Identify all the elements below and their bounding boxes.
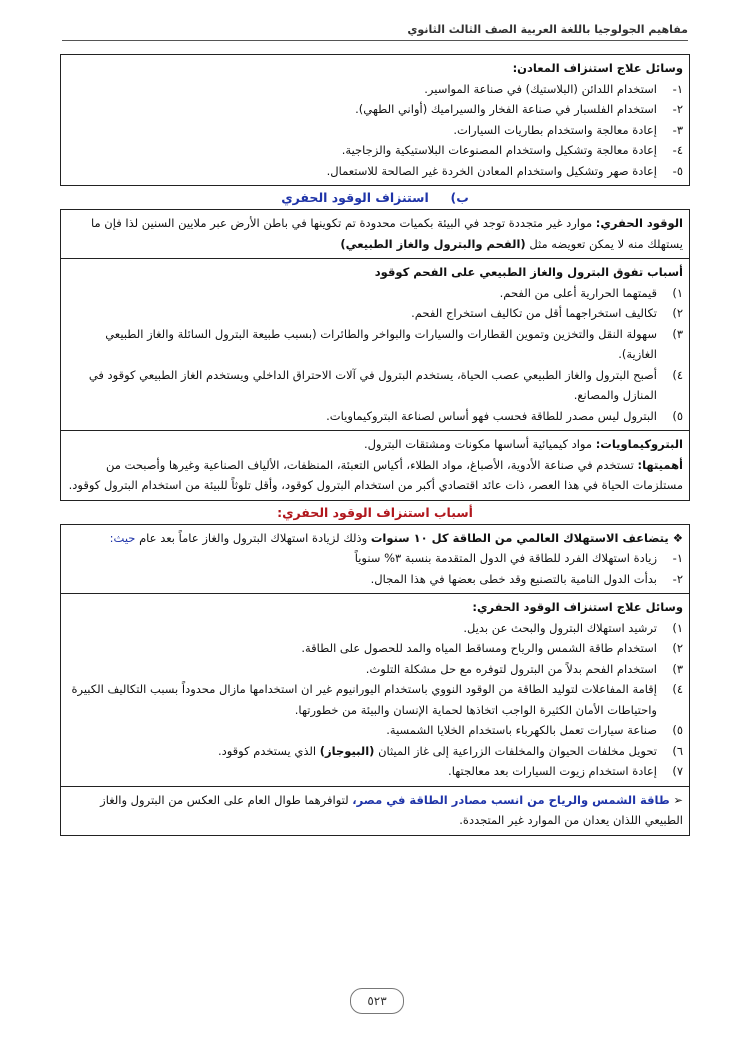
list-item: ٧) إعادة استخدام زيوت السيارات بعد معالجتها. (448, 764, 683, 778)
petrochem-definition: مواد كيميائية أساسها مكونات ومشتقات البترول. (364, 437, 593, 451)
diamond-bullet-icon: ❖ (672, 530, 683, 545)
petrochem-importance-term: أهميتها: (637, 457, 683, 472)
list-item: ١) ترشيد استهلاك البترول والبحث عن بديل. (463, 620, 683, 635)
header-title: مفاهيم الجولوجيا باللغة العربية الصف الثالث الثانوي (407, 23, 688, 36)
list-item: ٣) استخدام الفحم بدلاً من البترول لتوفره مع حل مشكلة التلوث. (365, 661, 683, 676)
depletion-causes-heading: أسباب استنزاف الوقود الحفري: (277, 504, 473, 520)
list-item: ٥) البترول ليس مصدر للطاقة فحسب فهو أساس لصناعة البتروكيماويات. (326, 408, 683, 423)
list-item: ١) قيمتهما الحرارية أعلى من الفحم. (499, 285, 683, 300)
petrochem-importance: تستخدم في صناعة الأدوية، الأصباغ، مواد الطلاء، أكياس التعبئة، المنظفات، الألياف الصناعية وغيرها وأصبحت من مستلزمات الحياة في هذا العصر، ذات عائد اقتصادي أكبر من استخدام البترول كوقود، وأقل تلوثاً للبيئة من استخدام البترول كوقود. (68, 457, 683, 492)
note-highlight: طاقة الشمس والرياح من انسب مصادر الطاقة في مصر، (352, 792, 670, 807)
superiority-title: أسباب تفوق البترول والغاز الطبيعي على الفحم كوقود (374, 265, 683, 279)
list-item: ٦) تحويل مخلفات الحيوان والمخلفات الزراعية إلى غاز الميثان (البيوجاز) الذي يستخدم كوقود. (217, 743, 683, 758)
section-b-heading (60, 186, 690, 209)
note-text: لتوافرهما طوال العام على العكس من البترول والغاز الطبيعي اللذان يعدان من الموارد غير المتجددة. (100, 792, 683, 827)
list-item: ٥- إعادة صهر وتشكيل واستخدام المعادن الخردة غير الصالحة للاستعمال. (326, 163, 683, 178)
page-header (62, 18, 688, 41)
list-item: ٣- إعادة معالجة واستخدام بطاريات السيارات. (453, 122, 683, 137)
fossil-definition: موارد غير متجددة توجد في البيئة بكميات محدودة تم تكوينها في باطن الأرض عبر ملايين السنين لذا فإن ما يستهلك منه لا يمكن تعويضه مثل (90, 216, 683, 251)
petrochemicals-box (60, 431, 690, 501)
fossil-definition-box (60, 209, 690, 259)
minerals-remedies-box (60, 54, 690, 186)
superiority-box (60, 259, 690, 431)
list-item: ٢) استخدام طاقة الشمس والرياح ومساقط المياه والمد للحصول على الطاقة. (301, 641, 683, 655)
list-item: ٤) إقامة المفاعلات لتوليد الطاقة من الوقود النووي باستخدام اليورانيوم غير ان استخدامها مازال محدوداً بسبب التكاليف الكبيرة واحتياطات الأمان الكثيرة الواجب اتخاذها لحماية الإنسان والبيئة من خطورتها. (71, 682, 683, 717)
section-b-letter: ب) (450, 190, 469, 205)
depletion-lead-where: حيث: (109, 530, 136, 545)
list-item: ٢) تكاليف استخراجهما أقل من تكاليف استخراج الفحم. (411, 306, 683, 320)
list-item: ١- استخدام اللدائن (البلاستيك) في صناعة المواسير. (424, 81, 683, 96)
list-item: ١- زيادة استهلاك الفرد للطاقة في الدول المتقدمة بنسبة ٣% سنوياً (354, 551, 683, 565)
depletion-causes-box (60, 524, 690, 595)
page-number: ٥٢٣ (350, 988, 404, 1014)
fossil-term: الوقود الحفري: (595, 216, 683, 230)
section-b-title: استنزاف الوقود الحفري (281, 190, 429, 205)
list-item: ٥) صناعة سيارات تعمل بالكهرباء باستخدام الخلايا الشمسية. (386, 723, 683, 737)
list-item: ٤- إعادة معالجة وتشكيل واستخدام المصنوعات البلاستيكية والزجاجية. (341, 143, 683, 157)
petrochem-term: البتروكيماويات: (595, 437, 683, 451)
minerals-remedies-list (67, 79, 683, 182)
page-content (60, 54, 690, 836)
list-item: ٣) سهولة النقل والتخزين وتموين القطارات والسيارات والبواخر والطائرات (بسبب طبيعة البترول السائلة والغاز الطبيعي الغازية). (105, 326, 683, 361)
list-item: ٤) أصبح البترول والغاز الطبيعي عصب الحياة، يستخدم البترول في آلات الاحتراق الداخلي ويستخدم الغاز الطبيعي كوقود في المنازل والمصانع. (88, 367, 683, 402)
note-box (60, 787, 690, 836)
fossil-remedies-title: وسائل علاج استنزاف الوقود الحفري: (472, 600, 683, 614)
fossil-examples: (الفحم والبترول والغاز الطبيعي) (340, 236, 526, 251)
depletion-lead-text: وذلك لزيادة استهلاك البترول والغاز عاماً بعد عام (139, 530, 368, 545)
fossil-remedies-box (60, 594, 690, 787)
petrochem-importance-line (67, 455, 683, 496)
minerals-remedies-title: وسائل علاج استنزاف المعادن: (512, 61, 683, 75)
list-item: ٢- بدأت الدول النامية بالتصنيع وقد خطى بعضها في هذا المجال. (370, 571, 683, 586)
petrochem-definition-line (67, 434, 683, 455)
biogas-term: (البيوجاز) (319, 743, 375, 758)
arrow-bullet-icon: ➢ (673, 792, 683, 807)
depletion-lead (67, 528, 683, 549)
list-item: ٢- استخدام الفلسبار في صناعة الفخار والسيراميك (أواني الطهي). (355, 102, 683, 116)
depletion-lead-bold: يتضاعف الاستهلاك العالمي من الطاقة كل ١٠ سنوات (370, 530, 669, 545)
